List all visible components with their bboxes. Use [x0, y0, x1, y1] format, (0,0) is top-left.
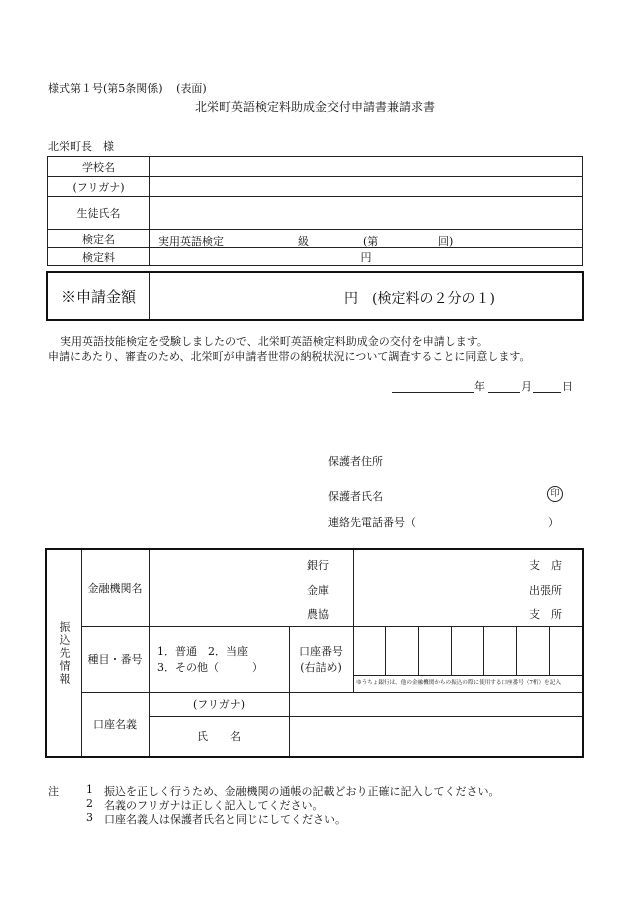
exam-name: 実用英語検定: [158, 235, 224, 248]
acct-no-note: (右詰め): [300, 661, 342, 674]
holder-name-input[interactable]: [289, 716, 582, 756]
claim-box: [46, 271, 584, 321]
form-side: (表面): [176, 82, 207, 95]
holder-furigana-input[interactable]: [289, 692, 582, 717]
form-number: [48, 80, 207, 96]
sub-branch-label: 支 所: [529, 608, 562, 621]
statement-line1: 実用英語技能検定を受験しましたので、北栄町英語検定料助成金の交付を申請します。: [60, 335, 488, 348]
exam-cell[interactable]: [150, 230, 583, 248]
institution-label: 金融機関名: [81, 550, 150, 627]
phone-label: 連絡先電話番号（: [328, 516, 416, 529]
fee-yen: 円: [360, 250, 372, 264]
exam-label: 検定名: [48, 230, 150, 248]
acct-digit-5[interactable]: [484, 626, 517, 676]
holder-furigana-label: (フリガナ): [149, 692, 290, 717]
branch-label: 支 店: [529, 559, 562, 572]
furigana-label: (フリガナ): [48, 177, 150, 197]
grade-label: 級: [298, 235, 309, 248]
student-name-input[interactable]: [150, 197, 583, 230]
year-field[interactable]: [392, 380, 474, 393]
seal-mark: 印: [547, 486, 563, 502]
guardian-address-label: 保護者住所: [328, 455, 383, 468]
student-name-label: 生徒氏名: [48, 197, 150, 230]
month-label: 月: [521, 380, 532, 393]
acct-digit-6[interactable]: [517, 626, 550, 676]
acct-digit-4[interactable]: [452, 626, 485, 676]
institution-input[interactable]: [149, 550, 354, 627]
claim-yen: 円: [344, 291, 358, 307]
type-line1: 1．普通 2．当座: [157, 645, 248, 658]
note-3-num: 3: [86, 811, 93, 824]
school-label: 学校名: [48, 157, 150, 177]
acct-digit-3[interactable]: [419, 626, 452, 676]
type-line2: 3．その他（ ）: [157, 661, 263, 674]
bank-section-label-cell: [47, 550, 82, 756]
round-open: (第: [363, 235, 379, 248]
yucho-note: ゆうちょ銀行は、他の金融機関からの振込の際に使用する口座番号（7桁）を記入: [356, 680, 561, 686]
claim-note: (検定料の２分の１): [372, 291, 495, 307]
phone-close: ）: [548, 516, 559, 529]
addressee: 北栄町長 様: [48, 140, 114, 153]
bank-section-label: 振込先情報: [58, 620, 71, 686]
acct-digit-boxes: [353, 626, 582, 676]
claim-label: ※申請金額: [48, 273, 150, 319]
note-2-num: 2: [86, 797, 93, 810]
fee-label: 検定料: [48, 248, 150, 266]
year-label: 年: [474, 380, 485, 393]
bank-label: 銀行: [307, 559, 329, 572]
account-type-select[interactable]: [149, 626, 290, 693]
acct-no-area: [353, 626, 582, 693]
note-3-text: 口座名義人は保護者氏名と同じにしてください。: [104, 813, 346, 826]
page-title: 北栄町英語検定料助成金交付申請書兼請求書: [194, 100, 435, 114]
guardian-name-label: 保護者氏名: [328, 490, 383, 503]
holder-name-label: 氏 名: [149, 716, 290, 756]
note-2-text: 名義のフリガナは正しく記入してください。: [104, 799, 324, 812]
branch-input[interactable]: [353, 550, 582, 627]
round-close: 回): [438, 235, 454, 248]
acct-no-label: 口座番号: [299, 645, 343, 658]
acct-digit-7[interactable]: [550, 626, 582, 676]
school-input[interactable]: [150, 157, 583, 177]
notes-prefix: 注: [48, 785, 59, 798]
furigana-input[interactable]: [150, 177, 583, 197]
agri-label: 農協: [307, 608, 329, 621]
fee-input[interactable]: [150, 248, 583, 266]
type-label: 種目・番号: [81, 626, 150, 693]
form-number-text: 様式第１号(第5条関係): [48, 82, 163, 95]
acct-digit-2[interactable]: [386, 626, 419, 676]
bank-table: [45, 548, 584, 758]
note-1-num: 1: [86, 783, 93, 796]
statement-line2: 申請にあたり、審査のため、北栄町が申請者世帯の納税状況について調査することに同意します。: [48, 350, 531, 363]
applicant-table: [47, 156, 583, 266]
day-field[interactable]: [533, 380, 561, 393]
note-1-text: 振込を正しく行うため、金融機関の通帳の記載どおり正確に記入してください。: [104, 785, 500, 798]
month-field[interactable]: [488, 380, 520, 393]
office-label: 出張所: [529, 584, 562, 597]
day-label: 日: [562, 380, 573, 393]
acct-digit-1[interactable]: [353, 626, 386, 676]
acct-no-label-cell: [289, 626, 354, 693]
credit-label: 金庫: [307, 584, 329, 597]
holder-label: 口座名義: [81, 692, 150, 756]
